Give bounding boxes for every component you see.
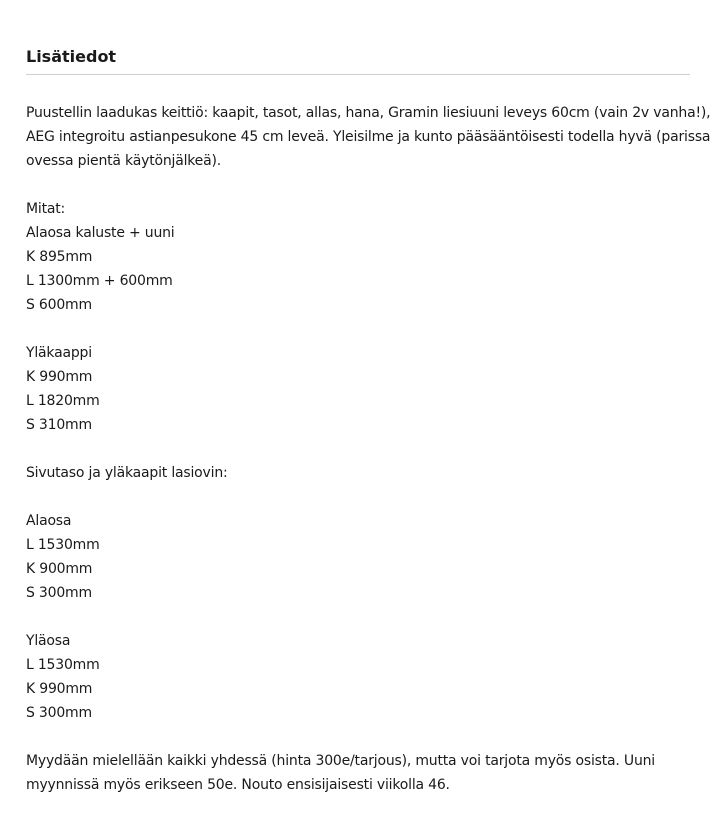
side-lower-depth: S 300mm	[26, 585, 92, 601]
text-line: Myydään mielellään kaikki yhdessä (hinta 300e/tarjous), mutta voi tarjota myös osista. Uuni	[26, 753, 655, 769]
lower-cabinet-height: K 895mm	[26, 249, 93, 265]
blank-line	[26, 317, 690, 341]
lower-cabinet-depth: S 600mm	[26, 297, 92, 313]
side-upper-height: K 990mm	[26, 681, 93, 697]
upper-cabinet-height: K 990mm	[26, 369, 93, 385]
measurements-label: Mitat:	[26, 201, 66, 217]
description-text	[26, 101, 711, 797]
section-title: Lisätiedot	[26, 47, 117, 66]
side-lower-block	[26, 509, 690, 605]
closing-paragraph	[26, 749, 690, 797]
side-lower-width: L 1530mm	[26, 537, 100, 553]
section-divider	[26, 74, 690, 75]
blank-line	[26, 485, 690, 509]
side-upper-title: Yläosa	[26, 633, 71, 649]
blank-line	[26, 173, 690, 197]
measurements-block	[26, 197, 690, 317]
upper-cabinet-depth: S 310mm	[26, 417, 92, 433]
side-lower-height: K 900mm	[26, 561, 93, 577]
side-upper-width: L 1530mm	[26, 657, 100, 673]
blank-line	[26, 725, 690, 749]
side-lower-title: Alaosa	[26, 513, 72, 529]
text-line: Puustellin laadukas keittiö: kaapit, tasot, allas, hana, Gramin liesiuuni leveys 60cm (vain 2v vanha!),	[26, 105, 711, 121]
upper-cabinet-block	[26, 341, 690, 437]
side-section-block	[26, 461, 690, 485]
upper-cabinet-width: L 1820mm	[26, 393, 100, 409]
side-section-label: Sivutaso ja yläkaapit lasiovin:	[26, 465, 228, 481]
blank-line	[26, 437, 690, 461]
lower-cabinet-width: L 1300mm + 600mm	[26, 273, 173, 289]
lower-cabinet-title: Alaosa kaluste + uuni	[26, 225, 175, 241]
side-upper-block	[26, 629, 690, 725]
text-line: myynnissä myös erikseen 50e. Nouto ensisijaisesti viikolla 46.	[26, 777, 450, 793]
text-line: AEG integroitu astianpesukone 45 cm leveä. Yleisilme ja kunto pääsääntöisesti todella hyvä (parissa	[26, 129, 711, 145]
intro-paragraph	[26, 101, 711, 173]
upper-cabinet-title: Yläkaappi	[26, 345, 92, 361]
text-line: ovessa pientä käytönjälkeä).	[26, 153, 221, 169]
blank-line	[26, 605, 690, 629]
side-upper-depth: S 300mm	[26, 705, 92, 721]
